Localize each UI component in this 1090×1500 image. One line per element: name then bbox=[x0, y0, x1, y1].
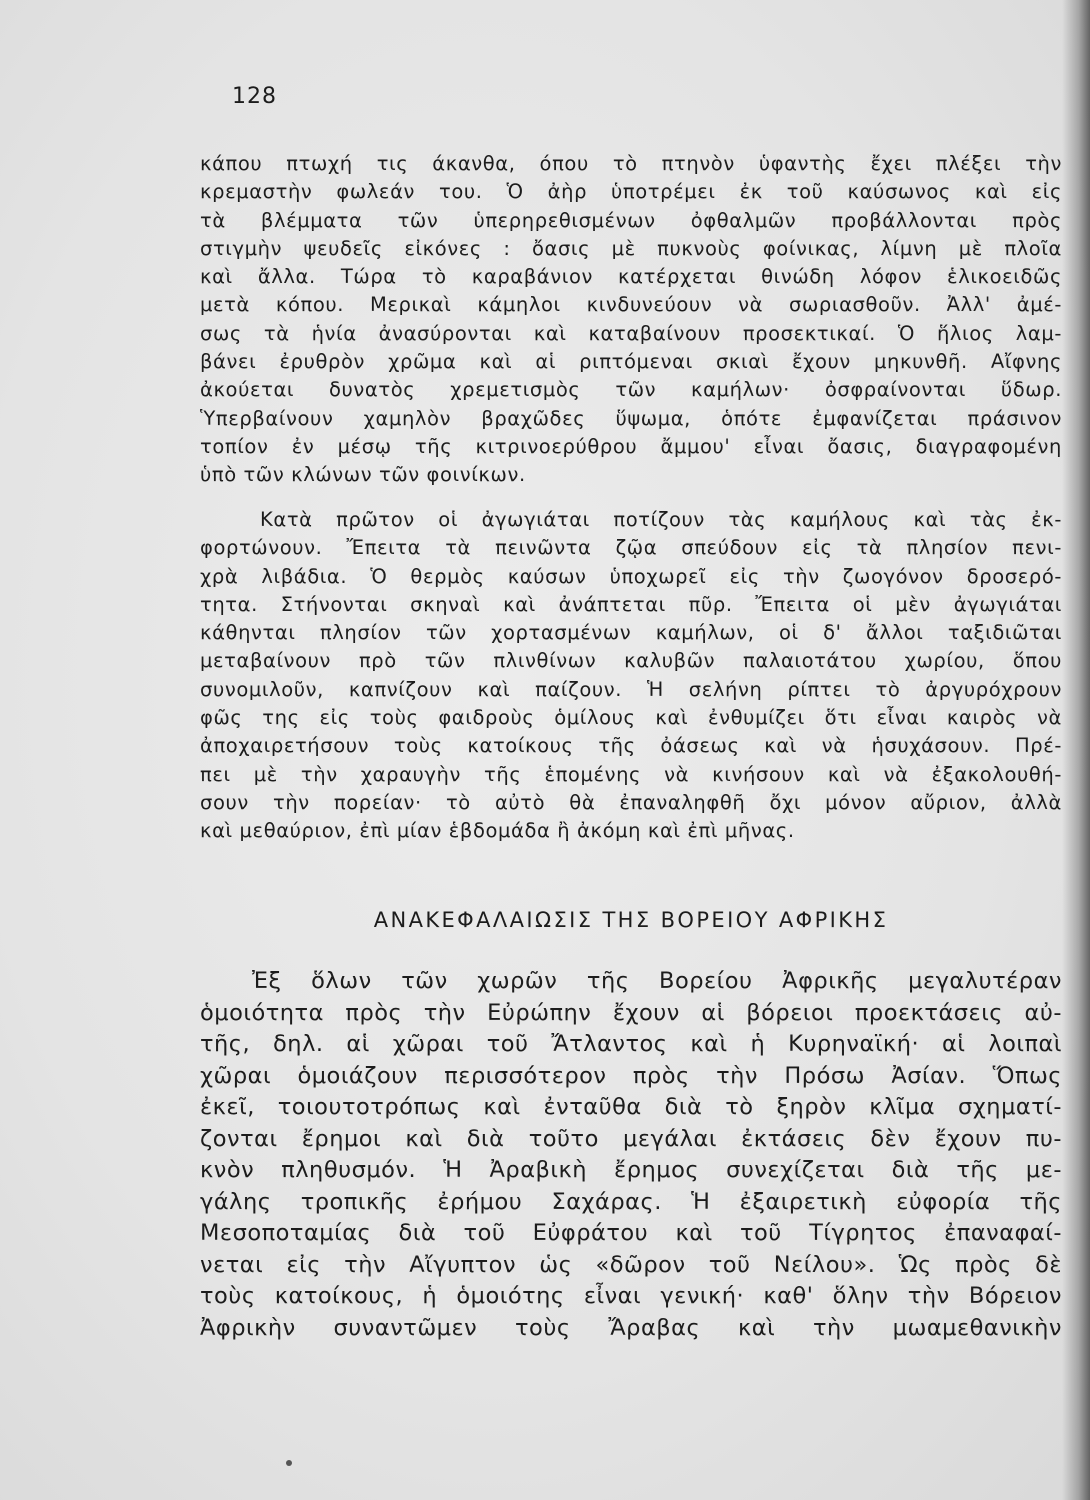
text-line: ἐκεῖ, τοιουτοτρόπως καὶ ἐνταῦθα διὰ τὸ ξηρὸν κλῖμα σχηματί- bbox=[200, 1094, 1062, 1120]
text-line: στιγμὴν ψευδεῖς εἰκόνες : ὄασις μὲ πυκνοὺς φοίνικας, λίμνη μὲ πλοῖα bbox=[200, 236, 1062, 260]
section-heading: ΑΝΑΚΕΦΑΛΑΙΩΣΙΣ ΤΗΣ ΒΟΡΕΙΟΥ ΑΦΡΙΚΗΣ bbox=[373, 908, 889, 932]
text-line: Ἀφρικὴν συναντῶμεν τοὺς Ἄραβας καὶ τὴν μωαμεθανικὴν bbox=[200, 1314, 1062, 1341]
text-line: κρεμαστὴν φωλεάν του. Ὁ ἀὴρ ὑποτρέμει ἐκ τοῦ καύσωνος καὶ εἰς bbox=[200, 180, 1062, 204]
text-line: συνομιλοῦν, καπνίζουν καὶ παίζουν. Ἡ σελήνη ρίπτει τὸ ἀργυρόχρουν bbox=[200, 677, 1062, 701]
text-line: ἀποχαιρετήσουν τοὺς κατοίκους τῆς ὀάσεως καὶ νὰ ἡσυχάσουν. Πρέ- bbox=[200, 734, 1062, 758]
paragraph-1 bbox=[200, 150, 1062, 490]
paragraph-3 bbox=[200, 966, 1062, 1344]
text-line: Ὑπερβαίνουν χαμηλὸν βραχῶδες ὕψωμα, ὁπότε ἐμφανίζεται πράσινον bbox=[200, 406, 1062, 430]
text-line: καὶ μεθαύριον, ἐπὶ μίαν ἑβδομάδα ἢ ἀκόμη καὶ ἐπὶ μῆνας. bbox=[200, 819, 795, 843]
text-line: κάπου πτωχή τις άκανθα, όπου τὸ πτηνὸν ὑφαντὴς ἔχει πλέξει τὴν bbox=[200, 152, 1062, 175]
text-line: Κατὰ πρῶτον οἱ ἀγωγιάται ποτίζουν τὰς καμήλους καὶ τὰς ἐκ- bbox=[260, 508, 1062, 531]
text-line: βάνει ἐρυθρὸν χρῶμα καὶ αἱ ριπτόμεναι σκιαὶ ἔχουν μηκυνθῆ. Αἴφνης bbox=[200, 350, 1062, 374]
text-line: μετὰ κόπου. Μερικαὶ κάμηλοι κινδυνεύουν νὰ σωριασθοῦν. Ἀλλ' ἀμέ- bbox=[200, 293, 1062, 317]
text-line: σουν τὴν πορείαν· τὸ αὐτὸ θὰ ἐπαναληφθῆ ὄχι μόνον αὔριον, ἀλλὰ bbox=[200, 790, 1062, 814]
text-line: φῶς της εἰς τοὺς φαιδροὺς ὁμίλους καὶ ἐνθυμίζει ὅτι εἶναι καιρὸς νὰ bbox=[200, 706, 1062, 730]
text-line: φορτώνουν. Ἔπειτα τὰ πεινῶντα ζῷα σπεύδουν εἰς τὰ πλησίον πενι- bbox=[200, 536, 1062, 560]
text-line: χρὰ λιβάδια. Ὁ θερμὸς καύσων ὑποχωρεῖ εἰς τὴν ζωογόνον δροσερό- bbox=[200, 564, 1062, 588]
text-line: ἀκούεται δυνατὸς χρεμετισμὸς τῶν καμήλων· ὀσφραίνονται ὕδωρ. bbox=[200, 378, 1062, 402]
text-line: τὰ βλέμματα τῶν ὑπερηρεθισμένων ὀφθαλμῶν προβάλλονται πρὸς bbox=[200, 208, 1062, 232]
text-line: νεται εἰς τὴν Αἴγυπτον ὡς «δῶρον τοῦ Νείλου». Ὡς πρὸς δὲ bbox=[200, 1251, 1062, 1278]
page-number: 128 bbox=[232, 84, 277, 109]
text-line: ὑπὸ τῶν κλώνων τῶν φοινίκων. bbox=[200, 463, 526, 487]
text-line: ὁμοιότητα πρὸς τὴν Εὐρώπην ἔχουν αἱ βόρειοι προεκτάσεις αὐ- bbox=[200, 999, 1062, 1026]
text-line: μεταβαίνουν πρὸ τῶν πλινθίνων καλυβῶν παλαιοτάτου χωρίου, ὅπου bbox=[200, 649, 1062, 673]
text-line: πει μὲ τὴν χαραυγὴν τῆς ἑπομένης νὰ κινήσουν καὶ νὰ ἐξακολουθή- bbox=[200, 762, 1062, 786]
text-line: τῆς, δηλ. αἱ χῶραι τοῦ Ἄτλαντος καὶ ἡ Κυρηναϊκή· αἱ λοιπαὶ bbox=[200, 1031, 1062, 1057]
text-line: ζονται ἔρημοι καὶ διὰ τοῦτο μεγάλαι ἐκτάσεις δὲν ἔχουν πυ- bbox=[200, 1125, 1062, 1152]
text-line: σως τὰ ἡνία ἀνασύρονται καὶ καταβαίνουν προσεκτικαί. Ὁ ἥλιος λαμ- bbox=[200, 321, 1062, 345]
text-line: καὶ ἄλλα. Τώρα τὸ καραβάνιον κατέρχεται θινώδη λόφον ἑλικοειδῶς bbox=[200, 265, 1062, 289]
print-speck bbox=[286, 1460, 292, 1466]
text-line: τοὺς κατοίκους, ἡ ὁμοιότης εἶναι γενική· καθ' ὅλην τὴν Βόρειον bbox=[200, 1283, 1062, 1309]
page-edge-shadow bbox=[1062, 0, 1090, 1500]
text-line: τοπίον ἐν μέσῳ τῆς κιτρινοερύθρου ἄμμου' εἶναι ὄασις, διαγραφομένη bbox=[200, 434, 1062, 458]
paragraph-2 bbox=[200, 506, 1062, 846]
text-line: κνὸν πληθυσμόν. Ἡ Ἀραβικὴ ἔρημος συνεχίζεται διὰ τῆς με- bbox=[200, 1157, 1062, 1183]
text-line: τητα. Στήνονται σκηναὶ καὶ ἀνάπτεται πῦρ. Ἔπειτα οἱ μὲν ἀγωγιάται bbox=[200, 592, 1062, 616]
text-line: χῶραι ὁμοιάζουν περισσότερον πρὸς τὴν Πρόσω Ἀσίαν. Ὅπως bbox=[200, 1062, 1062, 1089]
text-line: γάλης τροπικῆς ἐρήμου Σαχάρας. Ἡ ἐξαιρετικὴ εὐφορία τῆς bbox=[200, 1188, 1062, 1215]
text-line: Μεσοποταμίας διὰ τοῦ Εὐφράτου καὶ τοῦ Τίγρητος ἐπαναφαί- bbox=[200, 1220, 1062, 1246]
text-line: Ἐξ ὅλων τῶν χωρῶν τῆς Βορείου Ἀφρικῆς μεγαλυτέραν bbox=[252, 968, 1062, 994]
text-line: κάθηνται πλησίον τῶν χορτασμένων καμήλων, οἱ δ' ἄλλοι ταξιδιῶται bbox=[200, 621, 1062, 645]
